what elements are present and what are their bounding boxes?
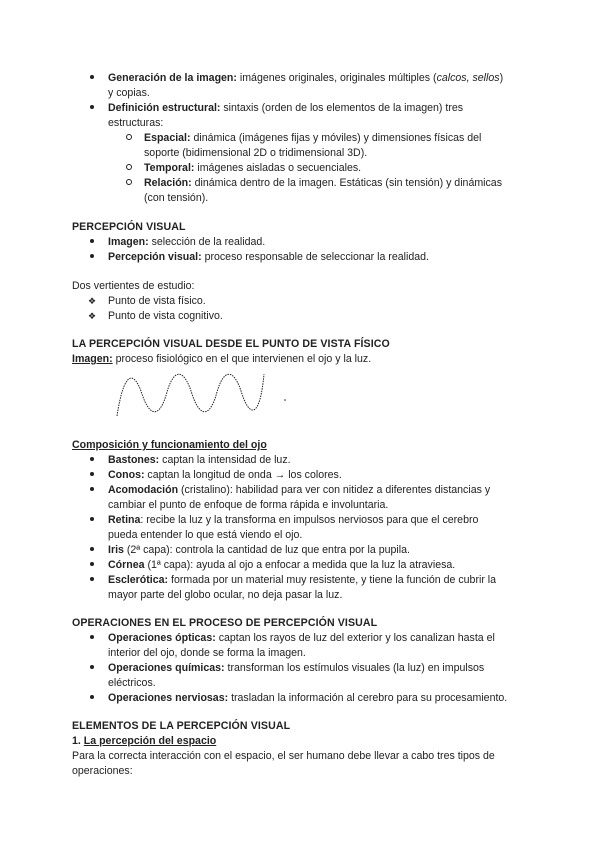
item-text: proceso responsable de seleccionar la realidad.	[201, 251, 429, 263]
sub-list-item	[144, 177, 502, 190]
sub-list-item-cont: soporte (bidimensional 2D o tridimensional 3D).	[144, 147, 368, 159]
term-label: Espacial:	[144, 132, 191, 144]
item-text: formada por un material muy resistente, y tiene la función de cubrir la	[168, 574, 497, 586]
term-label: Percepción visual:	[108, 251, 202, 263]
bullet-icon	[88, 251, 96, 264]
term-label: Operaciones químicas:	[108, 662, 225, 674]
item-text: sintaxis (orden de los elementos de la imagen) tres	[220, 102, 464, 114]
item-text: (cristalino): habilidad para ver con nitidez a diferentes distancias y	[178, 484, 491, 496]
sub-bullet-icon	[125, 162, 133, 175]
list-item: Punto de vista físico.	[108, 295, 206, 307]
item-text: proceso fisiológico en el que intervienen el ojo y la luz.	[112, 353, 372, 365]
term-label: Conos:	[108, 469, 145, 481]
item-text: captan la longitud de onda → los colores.	[144, 469, 342, 481]
sine-wave-path	[117, 374, 264, 416]
term-label: Generación de la imagen:	[108, 72, 237, 84]
italic-text: calcos, sellos	[436, 72, 500, 84]
diamond-bullet-icon: ❖	[88, 311, 97, 321]
bullet-icon	[88, 102, 96, 115]
term-label: Imagen:	[72, 353, 113, 365]
sub-bullet-icon	[125, 132, 133, 145]
item-text: (1ª capa): ayuda al ojo a enfocar a medida que la luz la atraviesa.	[144, 559, 456, 571]
subsection-heading: Composición y funcionamiento del ojo	[72, 439, 267, 451]
diamond-bullet-icon: ❖	[88, 296, 97, 306]
item-text: selección de la realidad.	[148, 236, 266, 248]
bullet-icon	[88, 662, 96, 675]
bullet-icon	[88, 514, 96, 527]
list-item: Punto de vista cognitivo.	[108, 310, 223, 322]
bullet-icon	[88, 236, 96, 249]
item-text: imágenes originales, originales múltiples	[236, 72, 434, 84]
bullet-icon	[88, 454, 96, 467]
list-item	[108, 469, 342, 482]
section-heading: OPERACIONES EN EL PROCESO DE PERCEPCIÓN VISUAL	[72, 617, 378, 629]
item-text: transforman los estímulos visuales (la luz) en impulsos	[224, 662, 485, 674]
term-label: Operaciones nerviosas:	[108, 692, 229, 704]
term-label: Relación:	[144, 177, 192, 189]
section-heading: LA PERCEPCIÓN VISUAL DESDE EL PUNTO DE VISTA FÍSICO	[72, 338, 390, 350]
list-item-cont: y copias.	[108, 87, 150, 99]
subsection-number: 1.	[72, 735, 84, 747]
sub-list-item	[144, 132, 481, 145]
term-label: Retina	[108, 514, 141, 526]
term-label: Iris	[108, 544, 124, 556]
list-item	[108, 102, 463, 115]
item-text: (2ª capa): controla la cantidad de luz que entra por la pupila.	[123, 544, 410, 556]
item-text: dinámica (imágenes fijas y móviles) y dimensiones físicas del	[190, 132, 482, 144]
section-heading: ELEMENTOS DE LA PERCEPCIÓN VISUAL	[72, 720, 291, 732]
item-text: : recibe la luz y la transforma en impulsos nerviosos para que el cerebro	[140, 514, 479, 526]
item-text: captan la intensidad de luz.	[159, 454, 291, 466]
term-label: Esclerótica:	[108, 574, 169, 586]
list-item	[108, 251, 429, 264]
list-item	[108, 454, 291, 467]
bullet-icon	[88, 574, 96, 587]
sine-wave-illustration	[112, 368, 292, 420]
paragraph: Para la correcta interacción con el espacio, el ser humano debe llevar a cabo tres tipos de	[72, 750, 495, 762]
list-item	[108, 559, 455, 572]
sub-list-item-cont: (con tensión).	[144, 192, 209, 204]
list-item-cont: interior del ojo, donde se forma la imagen.	[108, 647, 306, 659]
term-label: Acomodación	[108, 484, 179, 496]
list-item	[108, 574, 496, 587]
bullet-icon	[88, 559, 96, 572]
term-label: Imagen:	[108, 236, 149, 248]
list-item-cont: mayor parte del globo ocular, no deja pasar la luz.	[108, 589, 343, 601]
list-item	[108, 72, 503, 85]
section-heading: PERCEPCIÓN VISUAL	[72, 221, 186, 233]
term-label: Definición estructural:	[108, 102, 221, 114]
term-label: Operaciones ópticas:	[108, 632, 216, 644]
list-item	[108, 662, 484, 675]
list-item-cont: estructuras:	[108, 117, 164, 129]
term-label: Temporal:	[144, 162, 195, 174]
item-text: )	[499, 72, 504, 84]
item-text: dinámica dentro de la imagen. Estáticas (sin tensión) y dinámicas	[191, 177, 502, 189]
item-text: imágenes aisladas o secuenciales.	[194, 162, 362, 174]
bullet-icon	[88, 72, 96, 85]
item-text: (	[433, 72, 437, 84]
list-item	[108, 484, 490, 497]
sub-list-item	[144, 162, 361, 175]
bullet-icon	[88, 692, 96, 705]
list-item	[108, 236, 265, 249]
term-label: Córnea	[108, 559, 145, 571]
item-text: trasladan la información al cerebro para su procesamiento.	[228, 692, 508, 704]
subsection-title: La percepción del espacio	[83, 735, 217, 747]
bullet-icon	[88, 544, 96, 557]
list-item	[108, 692, 507, 705]
subsection-heading	[72, 735, 216, 748]
sub-bullet-icon	[125, 177, 133, 190]
list-item-cont: cambiar el punto de enfoque de forma rápida e involuntaria.	[108, 499, 389, 511]
term-label: Bastones:	[108, 454, 160, 466]
paragraph: Dos vertientes de estudio:	[72, 280, 195, 292]
list-item-cont: pueda entender lo que está viendo el ojo.	[108, 529, 303, 541]
list-item	[108, 514, 478, 527]
paragraph-cont: operaciones:	[72, 765, 133, 777]
list-item-cont: eléctricos.	[108, 677, 156, 689]
paragraph	[72, 353, 371, 366]
wave-dot	[284, 399, 286, 401]
item-text: captan los rayos de luz del exterior y los canalizan hasta el	[215, 632, 495, 644]
list-item	[108, 544, 410, 557]
bullet-icon	[88, 469, 96, 482]
bullet-icon	[88, 484, 96, 497]
bullet-icon	[88, 632, 96, 645]
list-item	[108, 632, 495, 645]
